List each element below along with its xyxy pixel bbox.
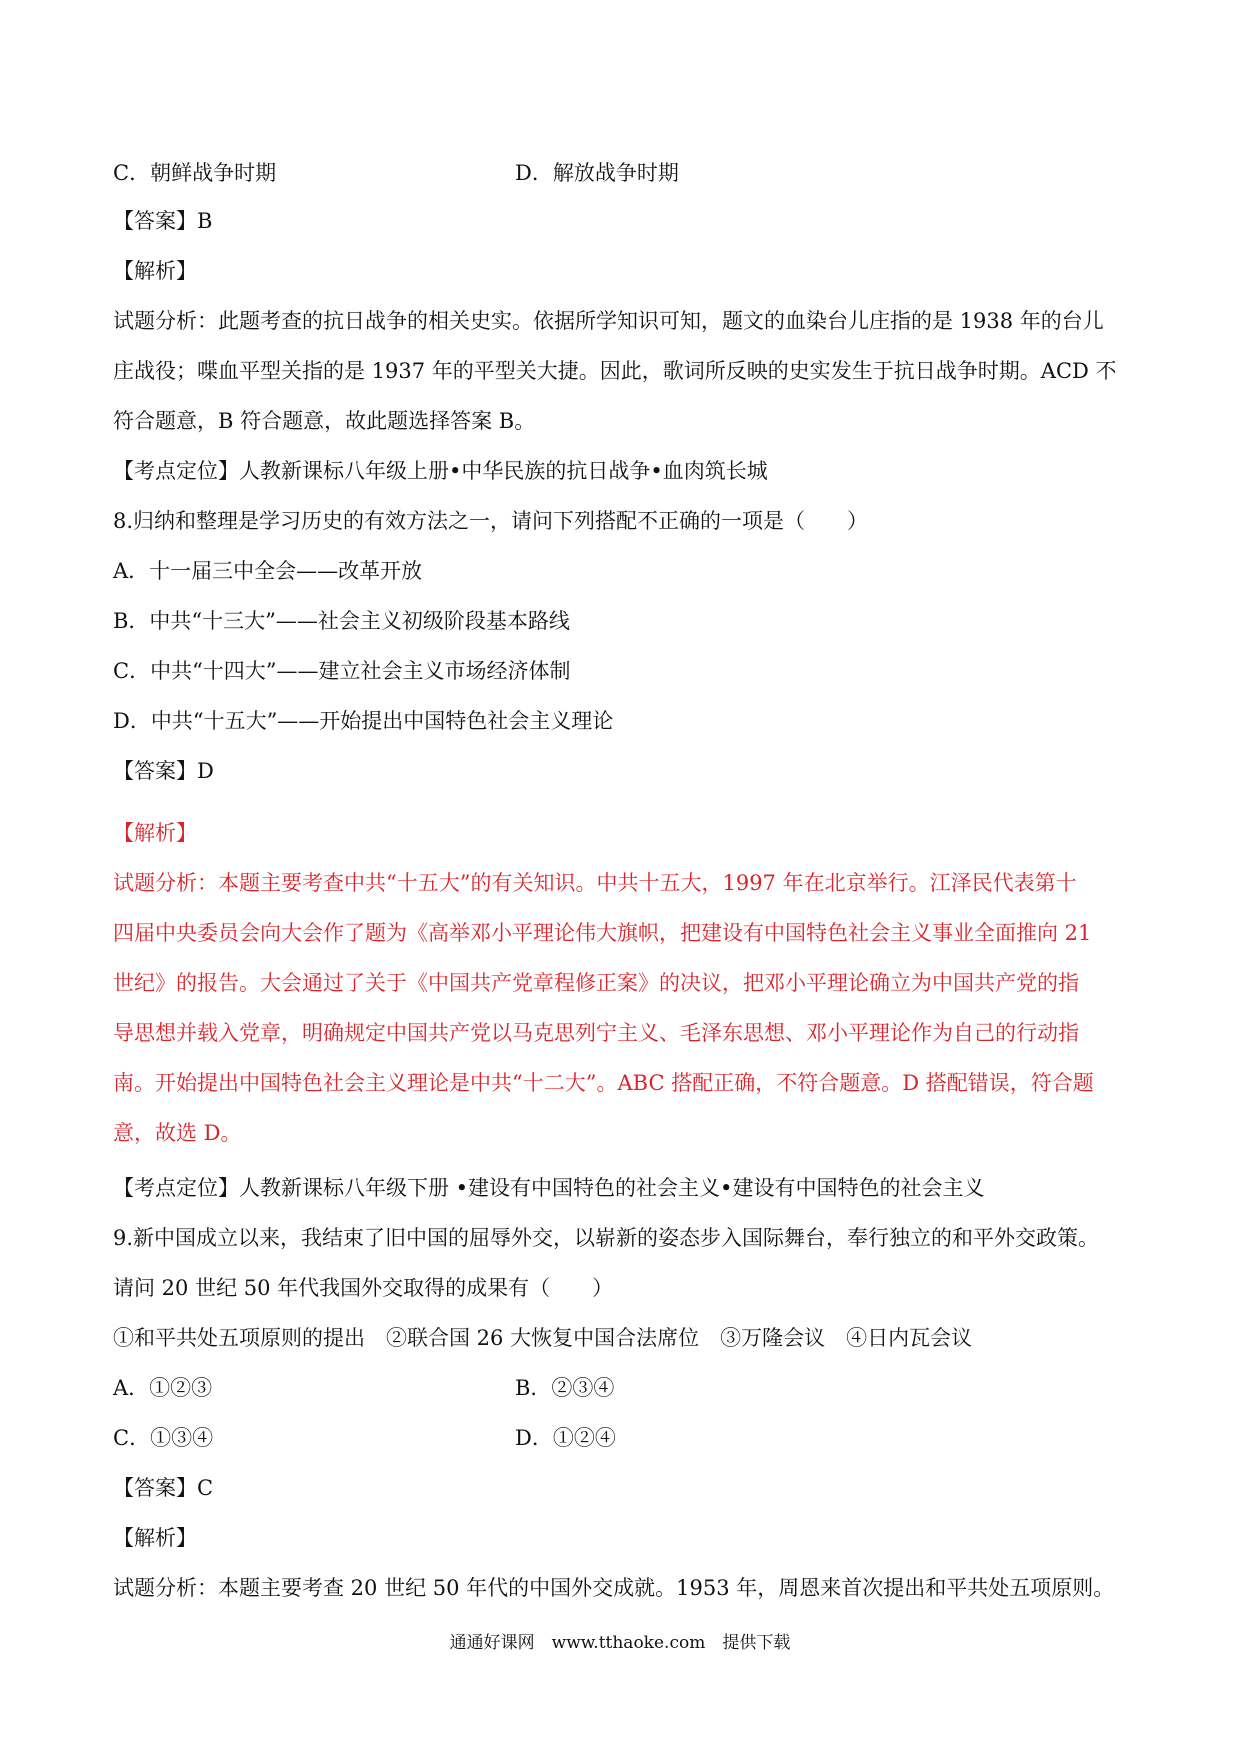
q9-stem-line: 请问 20 世纪 50 年代我国外交取得的成果有（ ）: [113, 1276, 614, 1300]
q7-knowledge-point: 【考点定位】人教新课标八年级上册•中华民族的抗日战争•血肉筑长城: [113, 459, 768, 483]
q8-analysis-line: 意，故选 D。: [113, 1121, 242, 1145]
q8-option-c: C．中共“十四大”——建立社会主义市场经济体制: [113, 659, 571, 683]
q8-knowledge-point: 【考点定位】人教新课标八年级下册 •建设有中国特色的社会主义•建设有中国特色的社会主义: [113, 1176, 985, 1200]
q9-options-cd: [113, 1423, 616, 1453]
q9-options-ab: [113, 1373, 615, 1403]
q8-analysis-line: 世纪》的报告。大会通过了关于《中国共产党章程修正案》的决议，把邓小平理论确立为中国共产党的指: [113, 971, 1079, 995]
q9-option-c: C．①③④: [113, 1426, 214, 1450]
q8-option-a: A．十一届三中全会——改革开放: [113, 559, 423, 583]
q8-option-d: D．中共“十五大”——开始提出中国特色社会主义理论: [113, 709, 614, 733]
q7-option-d: D．解放战争时期: [515, 161, 679, 185]
q8-stem: 8.归纳和整理是学习历史的有效方法之一，请问下列搭配不正确的一项是（ ）: [113, 509, 869, 533]
q8-analysis-line: 四届中央委员会向大会作了题为《高举邓小平理论伟大旗帜，把建设有中国特色社会主义事业全面推向 21: [113, 921, 1092, 945]
q9-items: ①和平共处五项原则的提出 ②联合国 26 大恢复中国合法席位 ③万隆会议 ④日内瓦会议: [113, 1326, 973, 1350]
q9-option-a: A．①②③: [113, 1376, 213, 1400]
q8-analysis-line: 导思想并载入党章，明确规定中国共产党以马克思列宁主义、毛泽东思想、邓小平理论作为自己的行动指: [113, 1021, 1079, 1045]
q9-analysis-heading: 【解析】: [113, 1526, 197, 1550]
q7-analysis-line: 试题分析：此题考查的抗日战争的相关史实。依据所学知识可知，题文的血染台儿庄指的是 1938 年的台儿: [113, 309, 1104, 333]
q8-analysis-line: 南。开始提出中国特色社会主义理论是中共“十二大”。ABC 搭配正确，不符合题意。D 搭配错误，符合题: [113, 1071, 1094, 1095]
q7-options-cd: [113, 158, 679, 188]
q7-option-c: C．朝鲜战争时期: [113, 161, 277, 185]
q8-option-b: B．中共“十三大”——社会主义初级阶段基本路线: [113, 609, 570, 633]
q9-option-d: D．①②④: [515, 1426, 616, 1450]
page-footer: 通通好课网 www.tthaoke.com 提供下载: [449, 1633, 791, 1653]
q8-analysis-line: 试题分析：本题主要考查中共“十五大”的有关知识。中共十五大，1997 年在北京举行。江泽民代表第十: [113, 871, 1077, 895]
q7-analysis-heading: 【解析】: [113, 259, 197, 283]
q8-answer: 【答案】D: [113, 759, 214, 783]
q9-option-b: B．②③④: [515, 1376, 615, 1400]
q7-answer: 【答案】B: [113, 209, 213, 233]
q7-analysis-line: 庄战役；喋血平型关指的是 1937 年的平型关大捷。因此，歌词所反映的史实发生于抗日战争时期。ACD 不: [113, 359, 1117, 383]
q9-stem-line: 9.新中国成立以来，我结束了旧中国的屈辱外交，以崭新的姿态步入国际舞台，奉行独立的和平外交政策。: [113, 1226, 1100, 1250]
q9-analysis-line: 试题分析：本题主要考查 20 世纪 50 年代的中国外交成就。1953 年，周恩来首次提出和平共处五项原则。: [113, 1576, 1115, 1600]
q9-answer: 【答案】C: [113, 1476, 214, 1500]
q7-analysis-line: 符合题意，B 符合题意，故此题选择答案 B。: [113, 409, 536, 433]
q8-analysis-heading: 【解析】: [113, 821, 197, 845]
